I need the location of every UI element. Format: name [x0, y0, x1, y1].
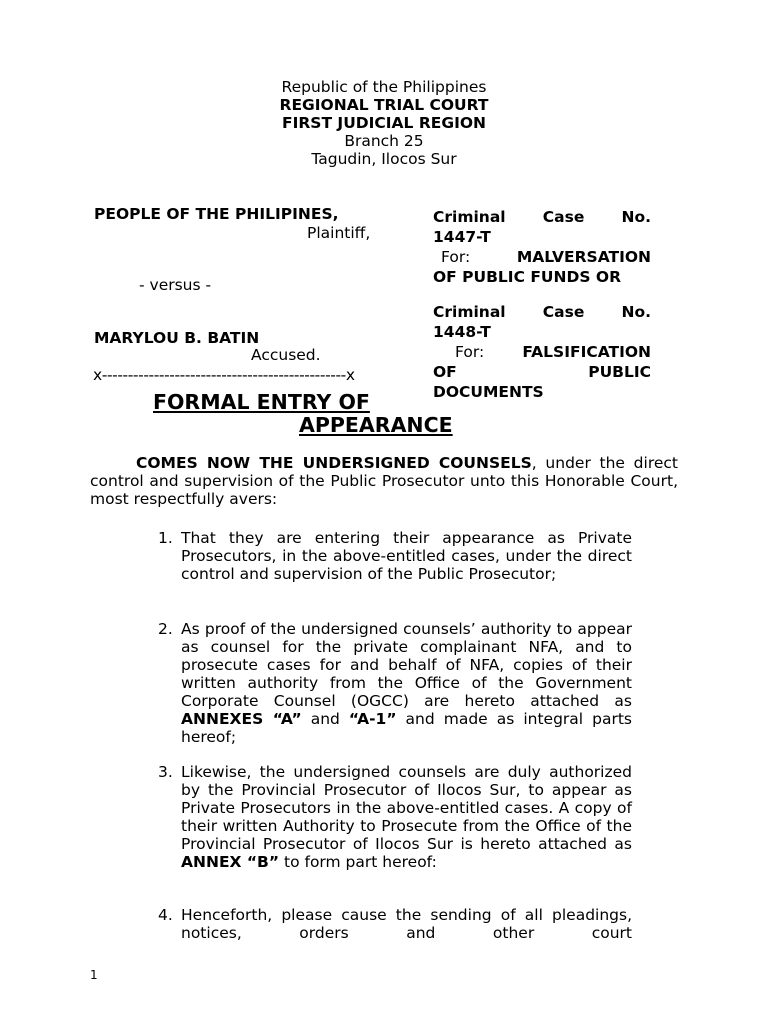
- case-one-offense: [433, 247, 651, 267]
- case-two-number: 1448-T: [433, 323, 491, 341]
- case-one-offense-b: OF PUBLIC FUNDS OR: [433, 268, 622, 286]
- case-two: [433, 302, 651, 402]
- case-two-offense-b: OF PUBLIC: [433, 363, 651, 381]
- court-heading: [0, 78, 768, 168]
- caption-divider: x-----------------------------------------------x: [93, 366, 355, 384]
- list-item: [158, 529, 632, 583]
- accused-role: Accused.: [251, 346, 321, 364]
- case-one: [433, 207, 651, 287]
- item-text-segment: As proof of the undersigned counsels’ authority to appear as counsel for the private complainant NFA, and to prosecute cases for and behalf of NFA, copies of their written authority from the Office of the Government Corporate Counsel (OGCC) are hereto attached as: [181, 620, 632, 710]
- list-item: [158, 906, 632, 942]
- case-two-for-label: For:: [455, 343, 485, 361]
- case-one-number: 1447-T: [433, 228, 491, 246]
- list-item-number: 1.: [158, 529, 173, 547]
- annex-reference: ANNEX “B”: [181, 853, 280, 871]
- court-location: Tagudin, Ilocos Sur: [311, 150, 457, 168]
- annex-reference: “A-1”: [348, 710, 397, 728]
- case-two-number-label: Criminal Case No.: [433, 303, 651, 321]
- list-item-number: 3.: [158, 763, 173, 781]
- annex-reference: ANNEXES “A”: [181, 710, 302, 728]
- list-item-text: That they are entering their appearance as Private Prosecutors, in the above-entitled cases, under the direct control and supervision of the Public Prosecutor;: [181, 529, 632, 583]
- plaintiff-name: PEOPLE OF THE PHILIPINES,: [94, 205, 339, 223]
- accused-name: MARYLOU B. BATIN: [94, 329, 260, 347]
- judicial-region: FIRST JUDICIAL REGION: [282, 114, 486, 132]
- document-title-line2: APPEARANCE: [299, 413, 453, 437]
- item-text-segment: to form part hereof:: [279, 853, 437, 871]
- intro-bold: COMES NOW THE UNDERSIGNED COUNSELS: [136, 454, 532, 472]
- list-item-text: [181, 763, 632, 871]
- item-text-segment: and: [301, 710, 349, 728]
- versus-label: - versus -: [139, 276, 212, 294]
- intro-rest: , under the direct control and supervision of the Public Prosecutor unto this Honorable Court, most respectfully avers:: [90, 454, 678, 508]
- case-two-offense-a: FALSIFICATION: [522, 343, 651, 361]
- item-text-segment: and made as integral parts hereof;: [181, 710, 633, 746]
- case-one-for-label: For:: [441, 248, 471, 266]
- case-two-offense-c: DOCUMENTS: [433, 383, 544, 401]
- list-item-number: 2.: [158, 620, 173, 638]
- list-item-text: [181, 620, 632, 746]
- list-item-number: 4.: [158, 906, 173, 924]
- document-title-line1: FORMAL ENTRY OF: [153, 390, 370, 414]
- branch-line: Branch 25: [344, 132, 424, 150]
- list-item: [158, 763, 632, 871]
- court-name: REGIONAL TRIAL COURT: [279, 96, 489, 114]
- list-item-text: Henceforth, please cause the sending of all pleadings, notices, orders and other court: [181, 906, 632, 942]
- case-one-number-label: Criminal Case No.: [433, 208, 651, 226]
- case-one-offense-a: MALVERSATION: [516, 248, 651, 266]
- case-two-offense: [433, 342, 651, 362]
- page-number: 1: [90, 968, 98, 982]
- republic-line: Republic of the Philippines: [281, 78, 487, 96]
- item-text-segment: Likewise, the undersigned counsels are duly authorized by the Provincial Prosecutor of Ilocos Sur, to appear as Private Prosecutors in the above-entitled cases. A copy of their written Authority to Prosecute from the Office of the Provincial Prosecutor of Ilocos Sur is hereto attached as: [181, 763, 632, 853]
- plaintiff-role: Plaintiff,: [307, 224, 371, 242]
- list-item: [158, 620, 632, 746]
- intro-paragraph: [90, 454, 678, 508]
